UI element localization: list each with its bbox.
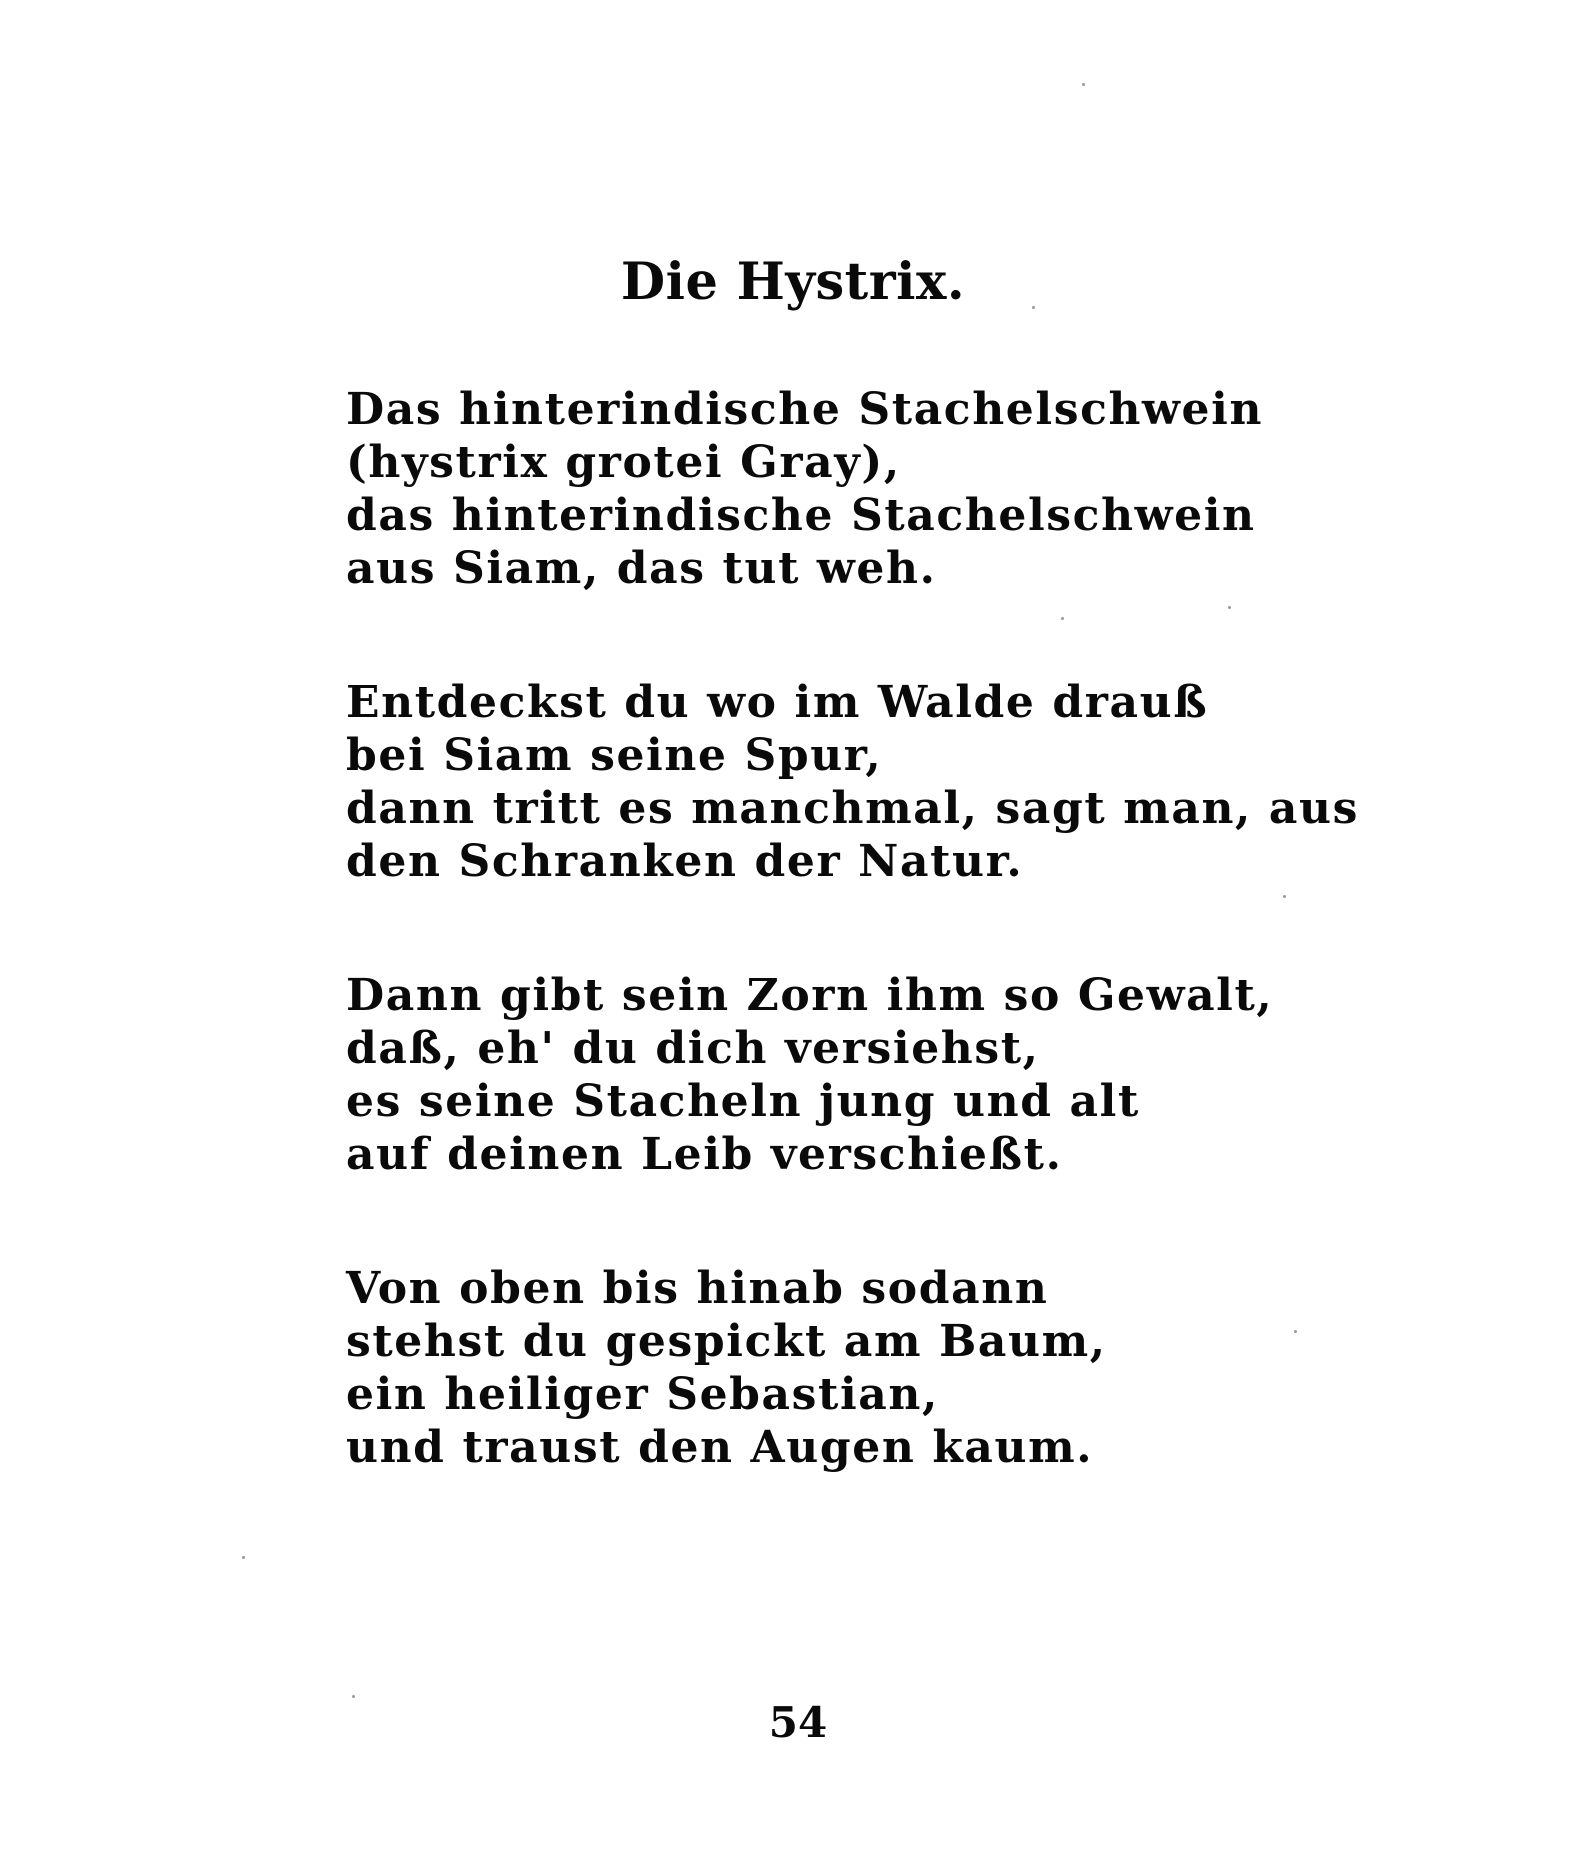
stanza-1: [346, 383, 1359, 595]
poem-line: Entdeckst du wo im Walde drauß: [346, 677, 1209, 728]
scan-speck: [1082, 83, 1085, 86]
poem-line: Das hinterindische Stachelschwein: [346, 384, 1264, 435]
poem-line: stehst du gespickt am Baum,: [346, 1316, 1107, 1367]
poem-title: Die Hystrix.: [620, 252, 966, 312]
poem-line: bei Siam seine Spur,: [346, 730, 883, 781]
poem-body: [346, 383, 1359, 1474]
stanza-3: [346, 969, 1359, 1181]
poem-line: (hystrix grotei Gray),: [346, 437, 901, 488]
stanza-2: [346, 676, 1359, 888]
scan-speck: [242, 1556, 245, 1559]
poem-line: den Schranken der Natur.: [346, 836, 1024, 887]
poem-line: Dann gibt sein Zorn ihm so Gewalt,: [346, 970, 1274, 1021]
poem-line: auf deinen Leib verschießt.: [346, 1129, 1063, 1180]
poem-line: daß, eh' du dich versiehst,: [346, 1023, 1040, 1074]
poem-line: das hinterindische Stachelschwein: [346, 490, 1256, 541]
stanza-4: [346, 1262, 1359, 1474]
poem-line: ein heiliger Sebastian,: [346, 1369, 939, 1420]
poem-line: dann tritt es manchmal, sagt man, aus: [346, 783, 1359, 834]
poem-line: es seine Stacheln jung und alt: [346, 1076, 1140, 1127]
poem-line: aus Siam, das tut weh.: [346, 543, 937, 594]
page-number: 54: [768, 1698, 828, 1747]
poem-line: und traust den Augen kaum.: [346, 1422, 1094, 1473]
poem-line: Von oben bis hinab sodann: [346, 1263, 1049, 1314]
